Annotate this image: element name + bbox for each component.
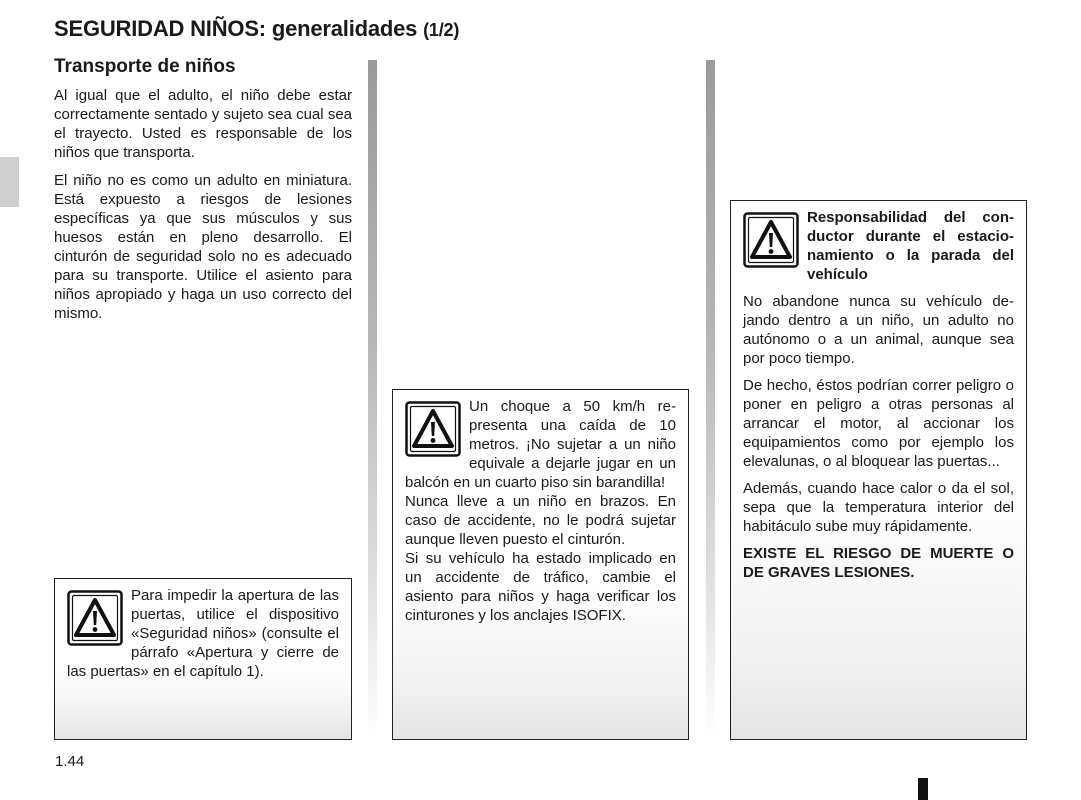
page-title (54, 16, 459, 42)
warning-triangle-icon (405, 401, 461, 457)
section-tab-marker (0, 157, 19, 207)
warning-paragraph: Nunca lleve a un niño en brazos. En caso de accidente, no le podrá sujetar aunque lleven puesto el cinturón. (405, 493, 676, 548)
warning-triangle-icon (67, 590, 123, 646)
warning-paragraph: De hecho, éstos podrían correr peligro o poner en peligro a otras personas al arrancar el motor, al accionar los equipamientos como por ejemplo los elevalunas, o al bloquear las puertas... (743, 377, 1014, 470)
transport-section (54, 56, 352, 332)
page-title-text: SEGURIDAD NIÑOS: generalidades (54, 16, 418, 41)
page-corner-marker (918, 778, 928, 800)
section-paragraph: El niño no es como un adulto en miniatura. Está expuesto a riesgos de lesiones específicas ya que sus músculos y sus huesos están en pleno desarrollo. El cinturón de seguridad solo no es adecuado para su transporte. Utilice el asiento para niños apropiado y haga un uso correcto del mismo. (54, 172, 352, 322)
column-divider-left (368, 60, 377, 740)
warning-box-child-lock (54, 578, 352, 740)
warning-paragraph: No abandone nunca su vehículo dejando dentro a un niño, un adulto no autónomo o a un animal, aunque sea por poco tiempo. (743, 293, 1014, 367)
warning-box-crash (392, 389, 689, 740)
warning-box-parking (730, 200, 1027, 740)
warning-triangle-icon (743, 212, 799, 268)
column-divider-right (706, 60, 715, 740)
warning-paragraph: Si su vehículo ha estado implicado en un accidente de tráfico, cambie el asiento para niños y haga verificar los cinturones y los anclajes ISOFIX. (405, 550, 676, 624)
page-number: 1.44 (55, 753, 85, 770)
warning-text: Para impedir la apertura de las puertas, utilice el dispositivo «Seguridad niños» (consulte el párrafo «Apertura y cierre de las puertas» en el capítulo 1). (67, 587, 339, 680)
page-part-indicator: (1/2) (423, 20, 460, 40)
warning-paragraph: Un choque a 50 km/h representa una caída de 10 metros. ¡No sujetar a un niño equivale a dejarle jugar en un balcón en un cuarto piso sin barandilla! (405, 398, 676, 491)
warning-paragraph: Además, cuando hace calor o da el sol, sepa que la temperatura interior del habitáculo sube muy rápidamente. (743, 480, 1014, 535)
warning-alert: EXISTE EL RIESGO DE MUERTE O DE GRAVES LESIONES. (743, 545, 1014, 581)
warning-heading: Responsabilidad del conductor durante el estacionamiento o la parada del vehículo (807, 209, 1014, 283)
section-paragraph: Al igual que el adulto, el niño debe estar correctamente sentado y sujeto sea cual sea el trayecto. Usted es responsable de los niños que transporta. (54, 87, 352, 161)
section-subtitle: Transporte de niños (54, 56, 236, 77)
